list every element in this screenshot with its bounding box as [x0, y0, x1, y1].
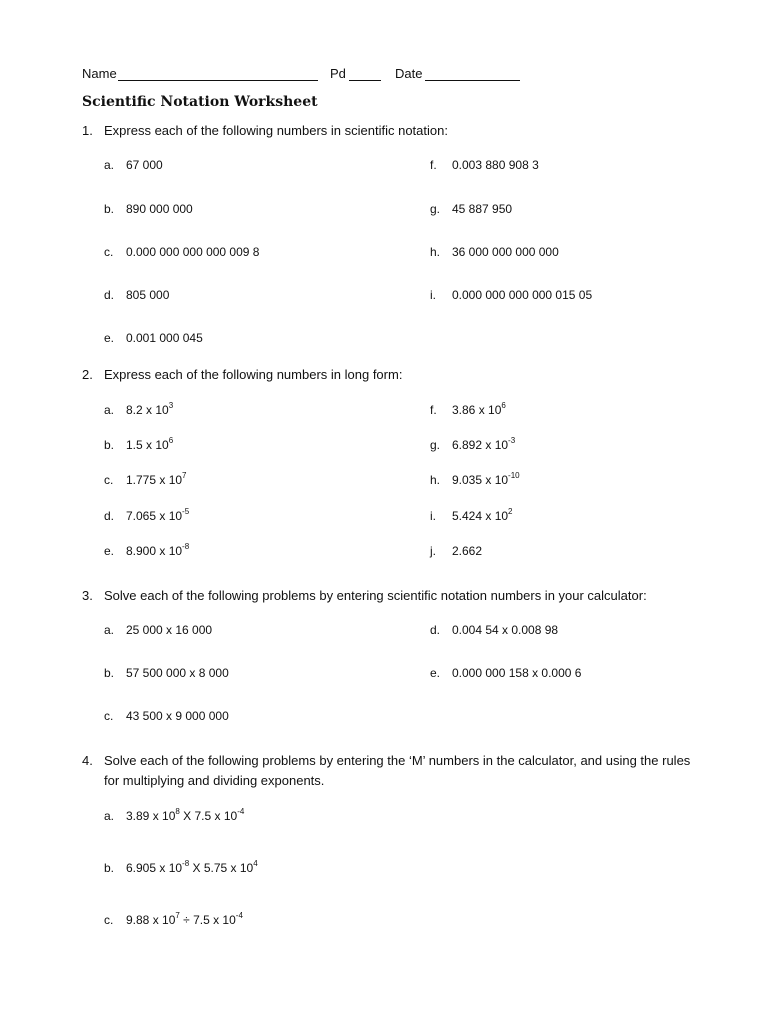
question-1: 1. Express each of the following numbers in scientific notation: — [82, 123, 448, 138]
q1-item-e: e. 0.001 000 045 — [104, 331, 203, 345]
q2-item-b: b. 1.5 x $10^6$ — [104, 436, 174, 452]
q2-item-d: d. 7.065 x $10^{-5}$ — [104, 507, 190, 523]
q2-item-j: j. 2.662 — [430, 544, 483, 558]
question-3: 3. Solve each of the following problems by entering scientific notation numbers in your calculator: — [82, 588, 647, 603]
pd-field[interactable] — [349, 80, 381, 81]
q4-item-a: a. 3.89 x $10^8$ X 7.5 x $10^{-4}$ — [104, 807, 245, 823]
q2-item-a: a. 8.2 x $10^3$ — [104, 401, 174, 417]
question-2: 2. Express each of the following numbers in long form: — [82, 367, 403, 382]
q2-item-e: e. 8.900 x $10^{-8}$ — [104, 542, 190, 558]
q1-item-h: h. 36 000 000 000 000 — [430, 245, 559, 259]
q1-item-f: f. 0.003 880 908 3 — [430, 158, 539, 172]
q4-item-b: b. 6.905 x $10^{-8}$ X 5.75 x $10^4$ — [104, 859, 258, 875]
q2-item-c: c. 1.775 x $10^7$ — [104, 471, 187, 487]
q1-item-a: a. 67 000 — [104, 158, 163, 172]
q1-item-g: g. 45 887 950 — [430, 202, 513, 216]
page-title: Scientific Notation Worksheet — [82, 94, 318, 110]
date-label: Date — [395, 66, 423, 81]
question-4: 4. Solve each of the following problems by entering the ‘M’ numbers in the calculator, and using the rules — [82, 753, 691, 768]
date-field[interactable] — [425, 80, 520, 81]
pd-label: Pd — [330, 66, 346, 81]
q4-item-c: c. 9.88 x $10^7 \div 7.5$ x $10^{-4}$ — [104, 911, 243, 927]
q2-item-f: f. 3.86 x $10^6$ — [430, 401, 506, 417]
q1-item-b: b. 890 000 000 — [104, 202, 193, 216]
q2-item-h: h. 9.035 x $10^{-10}$ — [430, 471, 520, 487]
question-4-line-2: for multiplying and dividing exponents. — [104, 773, 325, 788]
q1-item-c: c. 0.000 000 000 000 009 8 — [104, 245, 260, 259]
name-field[interactable] — [118, 80, 318, 81]
q2-item-i: i. 5.424 x $10^2$ — [430, 507, 513, 523]
q3-item-a: a. 25 000 x 16 000 — [104, 623, 213, 637]
name-label: Name — [82, 66, 117, 81]
q2-item-g: g. 6.892 x $10^{-3}$ — [430, 436, 516, 452]
q3-item-b: b. 57 500 000 x 8 000 — [104, 666, 229, 680]
q1-item-d: d. 805 000 — [104, 288, 170, 302]
q3-item-d: d. 0.004 54 x 0.008 98 — [430, 623, 559, 637]
q3-item-c: c. 43 500 x 9 000 000 — [104, 709, 229, 723]
q1-item-i: i. 0.000 000 000 000 015 05 — [430, 288, 593, 302]
q3-item-e: e. 0.000 000 158 x 0.000 6 — [430, 666, 582, 680]
